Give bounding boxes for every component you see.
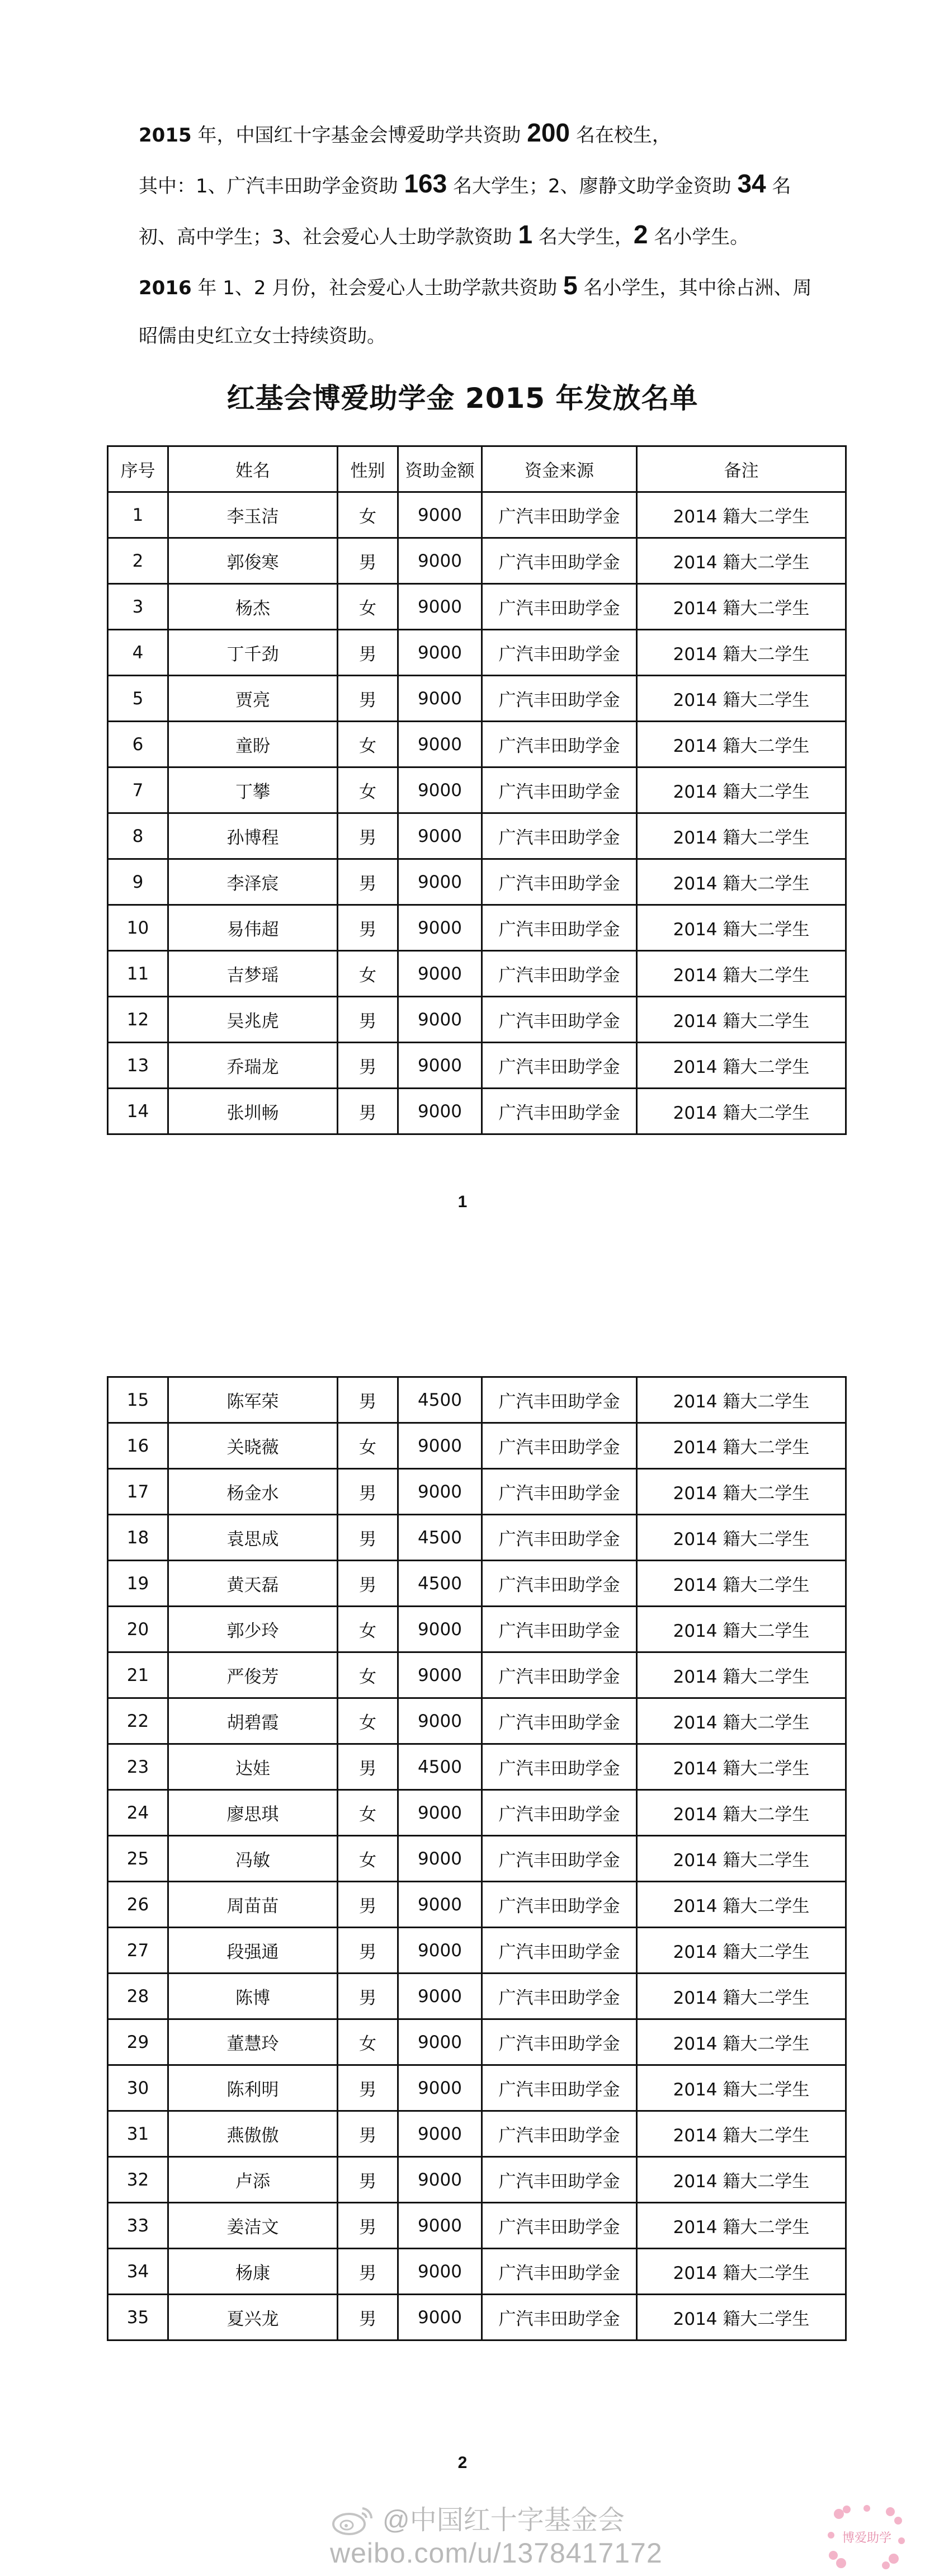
intro-text-segment: 其中：1、广汽丰田助学金资助 — [139, 175, 404, 197]
cell-serial-number: 28 — [108, 1974, 168, 2019]
cell-remarks: 2014 籍大二学生 — [637, 630, 846, 676]
cell-gender: 女 — [338, 1790, 398, 1836]
cell-serial-number: 21 — [108, 1652, 168, 1698]
cell-amount: 9000 — [398, 1423, 482, 1469]
cell-fund-source: 广汽丰田助学金 — [482, 859, 637, 905]
cell-amount: 4500 — [398, 1744, 482, 1790]
cell-name: 陈军荣 — [168, 1377, 338, 1423]
recipient-table-page-1 — [107, 445, 847, 1135]
cell-amount: 9000 — [398, 584, 482, 630]
cell-name: 姜洁文 — [168, 2203, 338, 2249]
recipient-table-page-2 — [107, 1376, 847, 2341]
cell-name: 关晓薇 — [168, 1423, 338, 1469]
table-row — [108, 2111, 846, 2157]
cell-name: 严俊芳 — [168, 1652, 338, 1698]
cell-gender: 男 — [338, 2111, 398, 2157]
cell-gender: 女 — [338, 951, 398, 997]
intro-text-segment: 名小学生，其中徐占洲、周 — [577, 277, 812, 299]
cell-name: 袁思成 — [168, 1515, 338, 1561]
cell-remarks: 2014 籍大二学生 — [637, 1423, 846, 1469]
header-gender: 性别 — [338, 446, 398, 492]
cell-gender: 男 — [338, 1744, 398, 1790]
cell-gender: 男 — [338, 1043, 398, 1089]
cell-serial-number: 29 — [108, 2019, 168, 2065]
table-row — [108, 1882, 846, 1928]
cell-name: 杨金水 — [168, 1469, 338, 1515]
intro-number-toyota: 163 — [404, 169, 447, 198]
cell-amount: 4500 — [398, 1515, 482, 1561]
cell-fund-source: 广汽丰田助学金 — [482, 492, 637, 538]
cell-amount: 9000 — [398, 1089, 482, 1134]
cell-fund-source: 广汽丰田助学金 — [482, 1652, 637, 1698]
cell-serial-number: 20 — [108, 1607, 168, 1652]
cell-amount: 9000 — [398, 951, 482, 997]
cell-gender: 男 — [338, 1561, 398, 1607]
cell-serial-number: 12 — [108, 997, 168, 1043]
cell-fund-source: 广汽丰田助学金 — [482, 2111, 637, 2157]
table-row — [108, 1089, 846, 1134]
cell-gender: 女 — [338, 1698, 398, 1744]
cell-gender: 女 — [338, 1423, 398, 1469]
cell-name: 燕傲傲 — [168, 2111, 338, 2157]
table-row — [108, 1744, 846, 1790]
cell-name: 杨杰 — [168, 584, 338, 630]
intro-text-segment: 初、高中学生；3、社会爱心人士助学款资助 — [139, 226, 518, 248]
table-row — [108, 951, 846, 997]
table-row — [108, 1974, 846, 2019]
cell-fund-source: 广汽丰田助学金 — [482, 676, 637, 722]
cell-name: 张圳畅 — [168, 1089, 338, 1134]
cell-fund-source: 广汽丰田助学金 — [482, 1469, 637, 1515]
table-row — [108, 1607, 846, 1652]
intro-text-segment: 名 — [766, 175, 791, 197]
cell-name: 郭少玲 — [168, 1607, 338, 1652]
table-row — [108, 2295, 846, 2340]
cell-serial-number: 3 — [108, 584, 168, 630]
cell-gender: 男 — [338, 2157, 398, 2203]
watermark-url: weibo.com/u/1378417172 — [330, 2537, 663, 2569]
intro-line-4 — [139, 261, 832, 312]
table-row — [108, 584, 846, 630]
table-row — [108, 1652, 846, 1698]
cherry-blossom-stamp-icon — [828, 2504, 906, 2571]
table-row — [108, 1698, 846, 1744]
cell-gender: 女 — [338, 767, 398, 813]
cell-amount: 9000 — [398, 1836, 482, 1882]
cell-gender: 男 — [338, 538, 398, 584]
cell-remarks: 2014 籍大二学生 — [637, 1974, 846, 2019]
cell-remarks: 2014 籍大二学生 — [637, 1089, 846, 1134]
cell-name: 丁千劲 — [168, 630, 338, 676]
cell-remarks: 2014 籍大二学生 — [637, 2249, 846, 2295]
intro-text-segment: 名小学生。 — [648, 226, 749, 248]
cell-gender: 男 — [338, 1089, 398, 1134]
table-row — [108, 767, 846, 813]
cell-name: 郭俊寒 — [168, 538, 338, 584]
cell-serial-number: 13 — [108, 1043, 168, 1089]
cell-remarks: 2014 籍大二学生 — [637, 1377, 846, 1423]
cell-amount: 9000 — [398, 813, 482, 859]
cell-amount: 9000 — [398, 2203, 482, 2249]
cell-remarks: 2014 籍大二学生 — [637, 2065, 846, 2111]
cell-name: 易伟超 — [168, 905, 338, 951]
table-row — [108, 2157, 846, 2203]
intro-number-university: 1 — [518, 220, 533, 249]
cell-remarks: 2014 籍大二学生 — [637, 538, 846, 584]
cell-name: 孙博程 — [168, 813, 338, 859]
intro-text-segment: 名大学生；2、廖静文助学金资助 — [447, 175, 738, 197]
intro-text-segment: 名大学生， — [532, 226, 634, 248]
cell-remarks: 2014 籍大二学生 — [637, 1043, 846, 1089]
cell-name: 吴兆虎 — [168, 997, 338, 1043]
cell-name: 陈利明 — [168, 2065, 338, 2111]
cell-amount: 9000 — [398, 1790, 482, 1836]
table-row — [108, 722, 846, 767]
cell-remarks: 2014 籍大二学生 — [637, 1836, 846, 1882]
header-remarks: 备注 — [637, 446, 846, 492]
intro-number-2016: 5 — [563, 271, 578, 300]
cell-fund-source: 广汽丰田助学金 — [482, 1836, 637, 1882]
cell-gender: 女 — [338, 1652, 398, 1698]
cell-amount: 9000 — [398, 1974, 482, 2019]
cell-amount: 9000 — [398, 1928, 482, 1974]
cell-name: 吉梦瑶 — [168, 951, 338, 997]
cell-serial-number: 17 — [108, 1469, 168, 1515]
cell-gender: 男 — [338, 1469, 398, 1515]
cell-serial-number: 26 — [108, 1882, 168, 1928]
cell-fund-source: 广汽丰田助学金 — [482, 1607, 637, 1652]
svg-text:博爱助学: 博爱助学 — [842, 2531, 892, 2545]
cell-gender: 男 — [338, 1377, 398, 1423]
cell-amount: 4500 — [398, 1377, 482, 1423]
cell-remarks: 2014 籍大二学生 — [637, 767, 846, 813]
cell-remarks: 2014 籍大二学生 — [637, 997, 846, 1043]
cell-fund-source: 广汽丰田助学金 — [482, 2295, 637, 2340]
intro-year-2015: 2015 — [139, 124, 192, 147]
cell-amount: 9000 — [398, 767, 482, 813]
table-row — [108, 813, 846, 859]
table-row — [108, 997, 846, 1043]
table-row — [108, 2019, 846, 2065]
cell-amount: 9000 — [398, 538, 482, 584]
page-number: 1 — [457, 1193, 468, 1211]
table-row — [108, 1377, 846, 1423]
cell-name: 丁攀 — [168, 767, 338, 813]
cell-gender: 男 — [338, 859, 398, 905]
cell-amount: 9000 — [398, 1698, 482, 1744]
cell-amount: 9000 — [398, 1652, 482, 1698]
cell-remarks: 2014 籍大二学生 — [637, 2203, 846, 2249]
cell-serial-number: 33 — [108, 2203, 168, 2249]
cell-serial-number: 15 — [108, 1377, 168, 1423]
cell-serial-number: 2 — [108, 538, 168, 584]
cell-amount: 9000 — [398, 722, 482, 767]
cell-gender: 男 — [338, 2203, 398, 2249]
cell-fund-source: 广汽丰田助学金 — [482, 1089, 637, 1134]
cell-fund-source: 广汽丰田助学金 — [482, 2249, 637, 2295]
cell-remarks: 2014 籍大二学生 — [637, 1469, 846, 1515]
table-row — [108, 859, 846, 905]
cell-fund-source: 广汽丰田助学金 — [482, 538, 637, 584]
cell-remarks: 2014 籍大二学生 — [637, 2111, 846, 2157]
cell-name: 周苗苗 — [168, 1882, 338, 1928]
cell-amount: 9000 — [398, 1607, 482, 1652]
cell-remarks: 2014 籍大二学生 — [637, 676, 846, 722]
table-row — [108, 2249, 846, 2295]
cell-fund-source: 广汽丰田助学金 — [482, 1882, 637, 1928]
cell-gender: 女 — [338, 1607, 398, 1652]
cell-gender: 女 — [338, 584, 398, 630]
cell-fund-source: 广汽丰田助学金 — [482, 997, 637, 1043]
table-row — [108, 1043, 846, 1089]
intro-text-segment: 名在校生， — [570, 124, 671, 147]
header-amount: 资助金额 — [398, 446, 482, 492]
header-name: 姓名 — [168, 446, 338, 492]
intro-line-2 — [139, 159, 832, 210]
table-row — [108, 2065, 846, 2111]
table-row — [108, 1469, 846, 1515]
table-row — [108, 1561, 846, 1607]
cell-serial-number: 27 — [108, 1928, 168, 1974]
cell-gender: 男 — [338, 2295, 398, 2340]
intro-number-primary: 2 — [633, 220, 648, 249]
table-row — [108, 630, 846, 676]
cell-fund-source: 广汽丰田助学金 — [482, 1790, 637, 1836]
cell-name: 董慧玲 — [168, 2019, 338, 2065]
cell-remarks: 2014 籍大二学生 — [637, 951, 846, 997]
cell-name: 卢添 — [168, 2157, 338, 2203]
cell-serial-number: 7 — [108, 767, 168, 813]
cell-gender: 男 — [338, 997, 398, 1043]
cell-fund-source: 广汽丰田助学金 — [482, 2203, 637, 2249]
cell-gender: 女 — [338, 722, 398, 767]
cell-amount: 9000 — [398, 492, 482, 538]
cell-gender: 女 — [338, 1836, 398, 1882]
cell-fund-source: 广汽丰田助学金 — [482, 1377, 637, 1423]
cell-fund-source: 广汽丰田助学金 — [482, 584, 637, 630]
cell-serial-number: 22 — [108, 1698, 168, 1744]
cell-gender: 男 — [338, 630, 398, 676]
table-row — [108, 1790, 846, 1836]
cell-serial-number: 5 — [108, 676, 168, 722]
table-row — [108, 538, 846, 584]
cell-name: 黄天磊 — [168, 1561, 338, 1607]
cell-amount: 9000 — [398, 2111, 482, 2157]
cell-remarks: 2014 籍大二学生 — [637, 1561, 846, 1607]
intro-text-segment: 年 1、2 月份，社会爱心人士助学款共资助 — [191, 277, 564, 299]
cell-fund-source: 广汽丰田助学金 — [482, 1515, 637, 1561]
intro-line-5 — [139, 312, 832, 360]
weibo-icon — [330, 2505, 375, 2536]
cell-serial-number: 34 — [108, 2249, 168, 2295]
cell-amount: 9000 — [398, 1043, 482, 1089]
cell-remarks: 2014 籍大二学生 — [637, 2019, 846, 2065]
cell-remarks: 2014 籍大二学生 — [637, 1928, 846, 1974]
cell-remarks: 2014 籍大二学生 — [637, 2295, 846, 2340]
cell-name: 段强通 — [168, 1928, 338, 1974]
cell-gender: 男 — [338, 2065, 398, 2111]
cell-amount: 9000 — [398, 1882, 482, 1928]
cell-amount: 9000 — [398, 2249, 482, 2295]
cell-name: 夏兴龙 — [168, 2295, 338, 2340]
cell-serial-number: 4 — [108, 630, 168, 676]
cell-fund-source: 广汽丰田助学金 — [482, 1561, 637, 1607]
cell-name: 李泽宸 — [168, 859, 338, 905]
document-title: 红基会博爱助学金 2015 年发放名单 — [226, 382, 699, 415]
cell-serial-number: 1 — [108, 492, 168, 538]
cell-remarks: 2014 籍大二学生 — [637, 1652, 846, 1698]
cell-serial-number: 10 — [108, 905, 168, 951]
cell-serial-number: 24 — [108, 1790, 168, 1836]
cell-gender: 男 — [338, 1515, 398, 1561]
table-row — [108, 1515, 846, 1561]
cell-amount: 9000 — [398, 676, 482, 722]
cell-serial-number: 30 — [108, 2065, 168, 2111]
header-fund-source: 资金来源 — [482, 446, 637, 492]
table-row — [108, 1836, 846, 1882]
cell-fund-source: 广汽丰田助学金 — [482, 1698, 637, 1744]
cell-gender: 男 — [338, 813, 398, 859]
cell-gender: 男 — [338, 676, 398, 722]
cell-remarks: 2014 籍大二学生 — [637, 1607, 846, 1652]
cell-name: 李玉洁 — [168, 492, 338, 538]
cell-serial-number: 19 — [108, 1561, 168, 1607]
cell-name: 冯敏 — [168, 1836, 338, 1882]
cell-remarks: 2014 籍大二学生 — [637, 492, 846, 538]
cell-fund-source: 广汽丰田助学金 — [482, 1974, 637, 2019]
cell-name: 杨康 — [168, 2249, 338, 2295]
cell-gender: 男 — [338, 1882, 398, 1928]
cell-amount: 9000 — [398, 997, 482, 1043]
cell-fund-source: 广汽丰田助学金 — [482, 813, 637, 859]
cell-gender: 男 — [338, 1974, 398, 2019]
cell-amount: 9000 — [398, 905, 482, 951]
cell-fund-source: 广汽丰田助学金 — [482, 1423, 637, 1469]
intro-line-1 — [139, 109, 832, 159]
cell-fund-source: 广汽丰田助学金 — [482, 951, 637, 997]
intro-number-liao: 34 — [737, 169, 766, 198]
page-number: 2 — [457, 2453, 468, 2472]
table-body — [108, 492, 846, 1134]
cell-name: 贾亮 — [168, 676, 338, 722]
cell-fund-source: 广汽丰田助学金 — [482, 1043, 637, 1089]
intro-text-segment: 年，中国红十字基金会博爱助学共资助 — [191, 124, 527, 147]
cell-serial-number: 8 — [108, 813, 168, 859]
cell-fund-source: 广汽丰田助学金 — [482, 2065, 637, 2111]
cell-fund-source: 广汽丰田助学金 — [482, 767, 637, 813]
cell-remarks: 2014 籍大二学生 — [637, 813, 846, 859]
table-row — [108, 492, 846, 538]
cell-amount: 9000 — [398, 2065, 482, 2111]
cell-remarks: 2014 籍大二学生 — [637, 1698, 846, 1744]
table-body — [108, 1377, 846, 2340]
intro-number-total: 200 — [527, 118, 570, 147]
cell-amount: 9000 — [398, 630, 482, 676]
cell-serial-number: 25 — [108, 1836, 168, 1882]
cell-serial-number: 16 — [108, 1423, 168, 1469]
cell-gender: 男 — [338, 905, 398, 951]
intro-text — [139, 109, 832, 360]
table-row — [108, 1928, 846, 1974]
header-serial-number: 序号 — [108, 446, 168, 492]
watermark-account: @中国红十字基金会 — [383, 2506, 625, 2535]
cell-remarks: 2014 籍大二学生 — [637, 905, 846, 951]
cell-gender: 男 — [338, 2249, 398, 2295]
cell-remarks: 2014 籍大二学生 — [637, 1882, 846, 1928]
cell-name: 陈博 — [168, 1974, 338, 2019]
cell-remarks: 2014 籍大二学生 — [637, 2157, 846, 2203]
cell-serial-number: 11 — [108, 951, 168, 997]
cell-gender: 女 — [338, 492, 398, 538]
table-row — [108, 2203, 846, 2249]
cell-amount: 9000 — [398, 2019, 482, 2065]
cell-amount: 9000 — [398, 2157, 482, 2203]
table-row — [108, 676, 846, 722]
cell-serial-number: 18 — [108, 1515, 168, 1561]
cell-serial-number: 23 — [108, 1744, 168, 1790]
cell-remarks: 2014 籍大二学生 — [637, 859, 846, 905]
weibo-watermark — [330, 2504, 663, 2569]
cell-fund-source: 广汽丰田助学金 — [482, 1928, 637, 1974]
cell-name: 童盼 — [168, 722, 338, 767]
cell-fund-source: 广汽丰田助学金 — [482, 722, 637, 767]
cell-serial-number: 32 — [108, 2157, 168, 2203]
cell-amount: 4500 — [398, 1561, 482, 1607]
cell-name: 达娃 — [168, 1744, 338, 1790]
cell-fund-source: 广汽丰田助学金 — [482, 630, 637, 676]
cell-serial-number: 9 — [108, 859, 168, 905]
watermark-account-line — [330, 2504, 663, 2537]
cell-fund-source: 广汽丰田助学金 — [482, 905, 637, 951]
table-header-row — [108, 446, 846, 492]
cell-remarks: 2014 籍大二学生 — [637, 1744, 846, 1790]
cell-fund-source: 广汽丰田助学金 — [482, 1744, 637, 1790]
cell-remarks: 2014 籍大二学生 — [637, 1515, 846, 1561]
cell-serial-number: 6 — [108, 722, 168, 767]
cell-serial-number: 35 — [108, 2295, 168, 2340]
cell-gender: 女 — [338, 2019, 398, 2065]
cell-fund-source: 广汽丰田助学金 — [482, 2019, 637, 2065]
cell-name: 胡碧霞 — [168, 1698, 338, 1744]
cell-amount: 9000 — [398, 1469, 482, 1515]
cell-serial-number: 31 — [108, 2111, 168, 2157]
cell-amount: 9000 — [398, 859, 482, 905]
cell-name: 廖思琪 — [168, 1790, 338, 1836]
cell-fund-source: 广汽丰田助学金 — [482, 2157, 637, 2203]
intro-year-2016: 2016 — [139, 277, 192, 299]
cell-remarks: 2014 籍大二学生 — [637, 722, 846, 767]
intro-line-3 — [139, 210, 832, 261]
table-row — [108, 1423, 846, 1469]
cell-amount: 9000 — [398, 2295, 482, 2340]
cell-gender: 男 — [338, 1928, 398, 1974]
cell-name: 乔瑞龙 — [168, 1043, 338, 1089]
cell-remarks: 2014 籍大二学生 — [637, 584, 846, 630]
intro-text-segment: 昭儒由史红立女士持续资助。 — [139, 325, 386, 347]
table-row — [108, 905, 846, 951]
cell-serial-number: 14 — [108, 1089, 168, 1134]
cell-remarks: 2014 籍大二学生 — [637, 1790, 846, 1836]
